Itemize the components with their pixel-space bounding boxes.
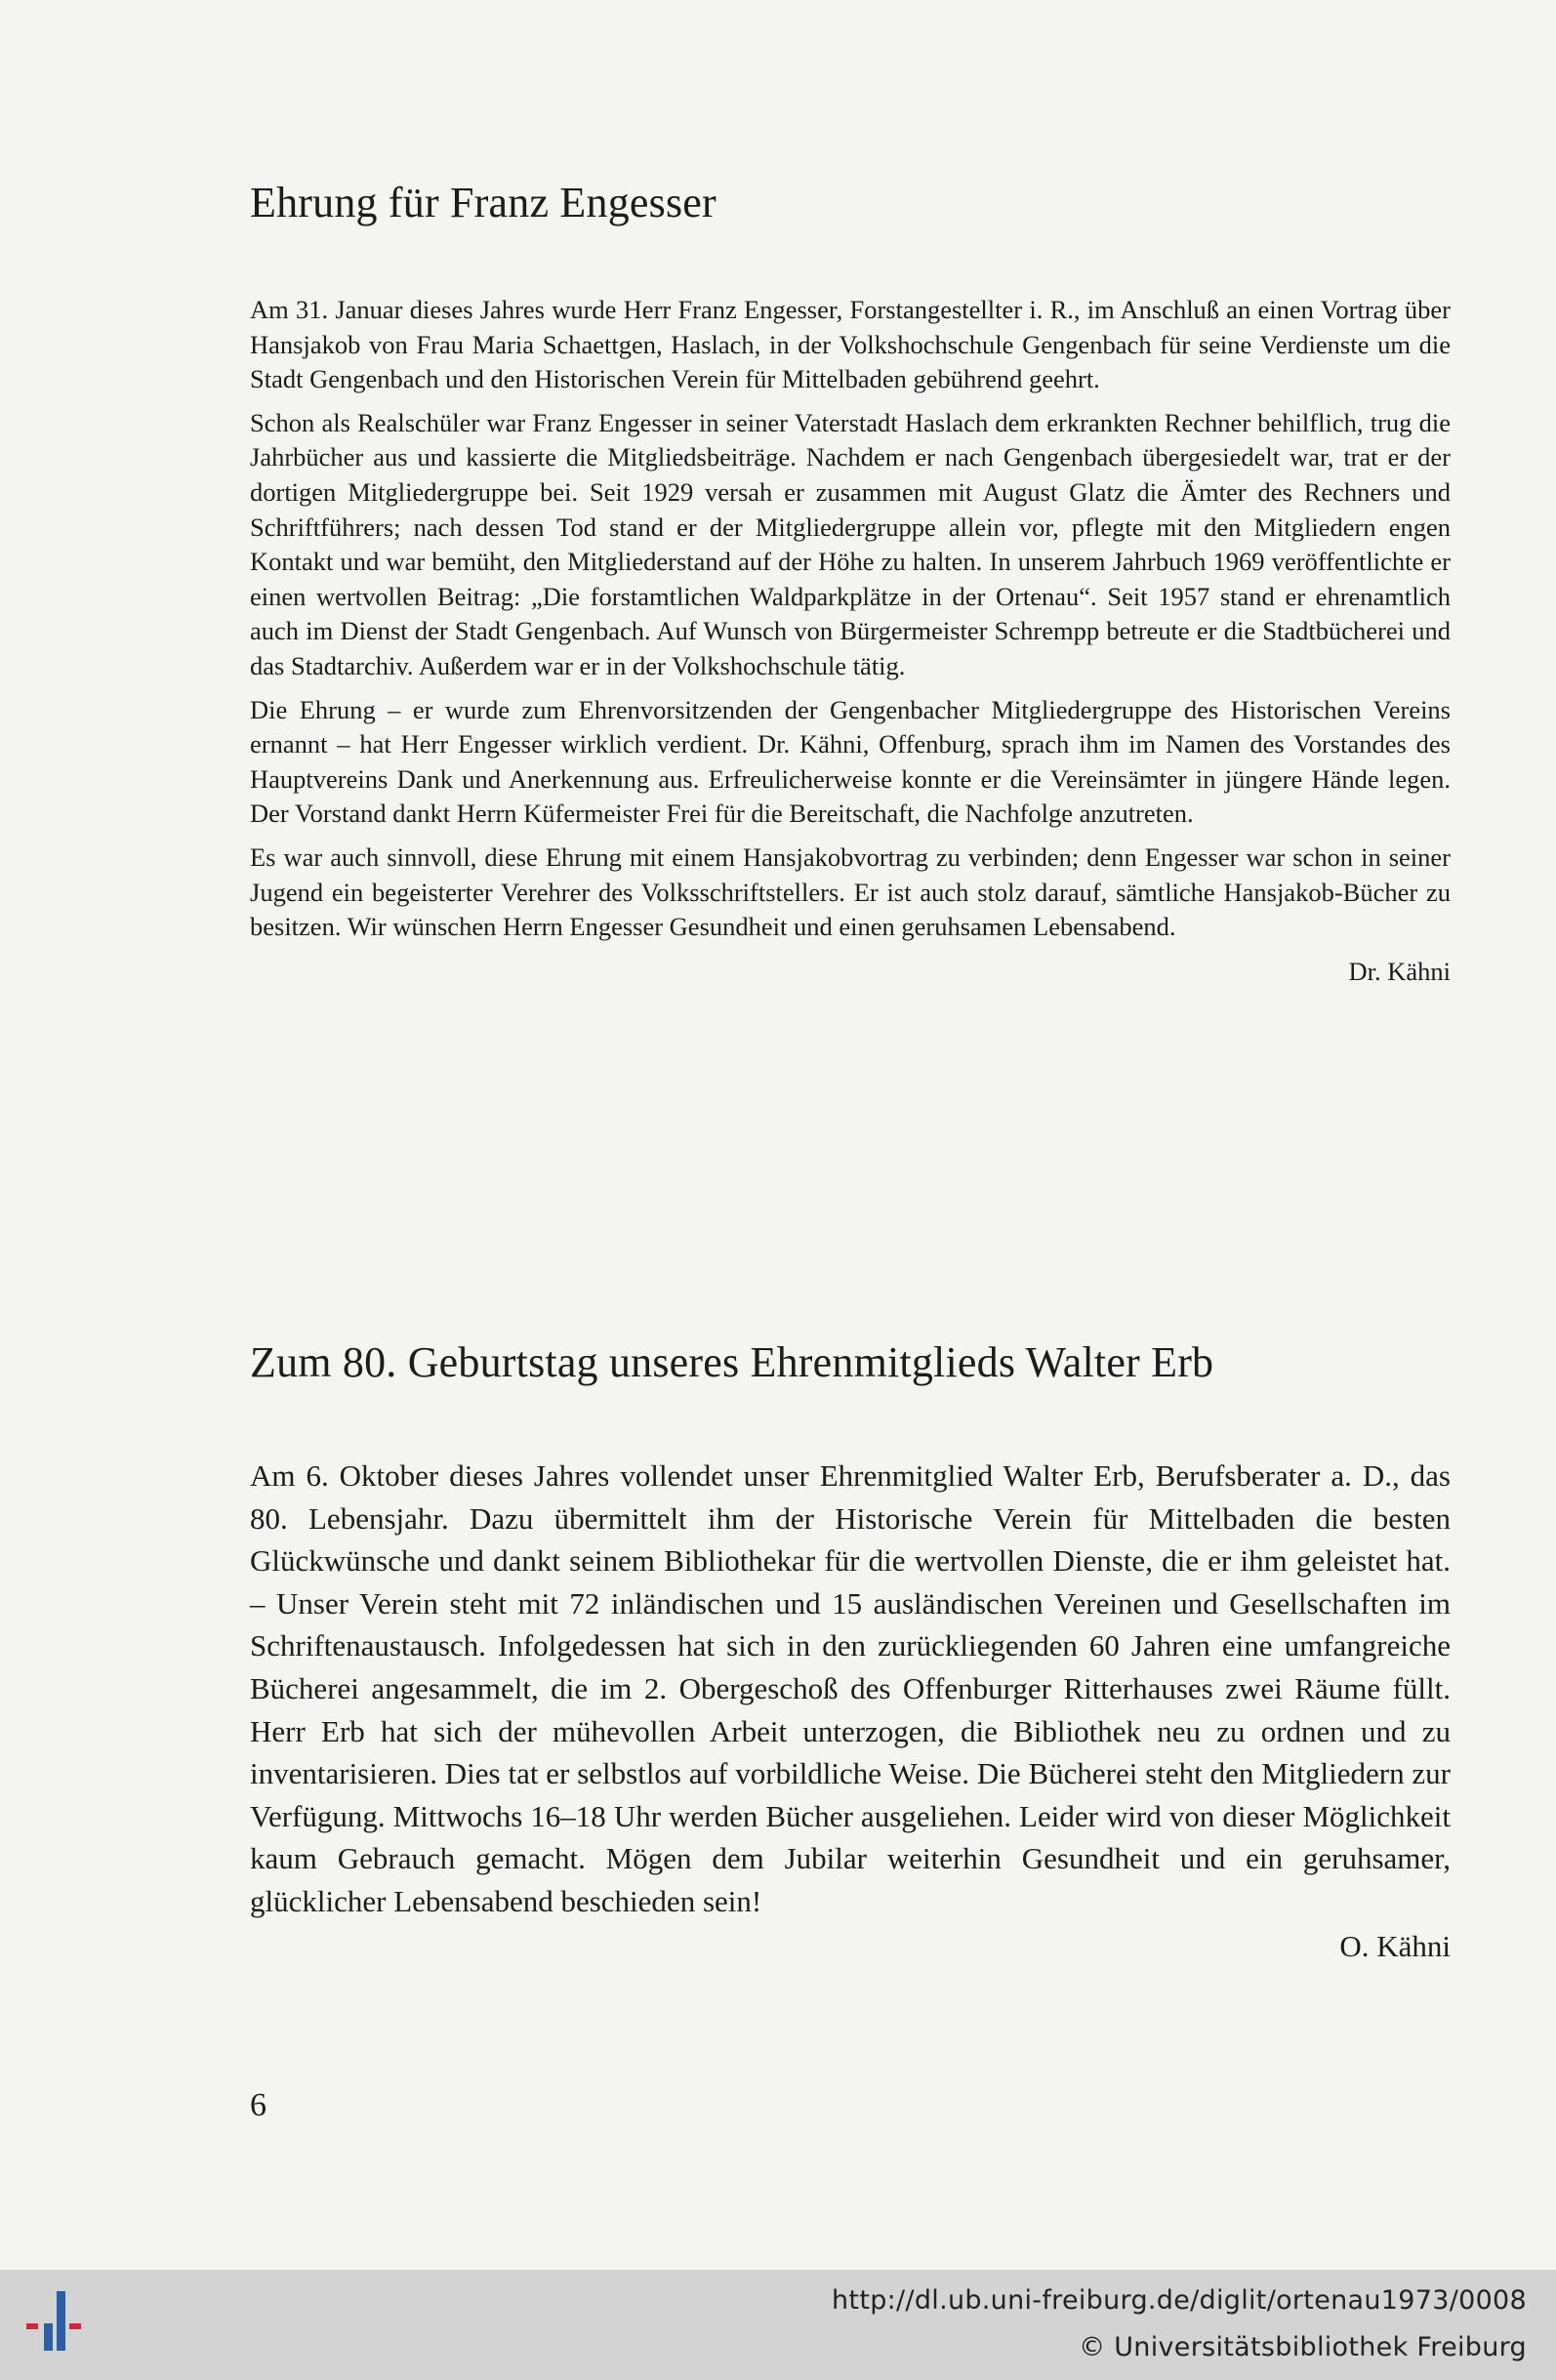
copyright-notice: © Universitätsbibliothek Freiburg xyxy=(1079,2332,1527,2362)
paragraph: Die Ehrung – er wurde zum Ehrenvorsitzenden der Gengenbacher Mitgliedergruppe des Historischen Vereins ernannt – hat Herr Engesser wirklich verdient. Dr. Kähni, Offenburg, sprach ihm im Namen des Vorstandes des Hauptvereins Dank und Anerkennung aus. Erfreulicherweise konnte er die Vereinsämter in jüngere Hände legen. Der Vorstand dankt Herrn Küfermeister Frei für die Bereitschaft, die Nachfolge anzutreten. xyxy=(250,694,1451,829)
paragraph: Am 6. Oktober dieses Jahres vollendet unser Ehrenmitglied Walter Erb, Berufsberater a. D., das 80. Lebensjahr. Dazu übermittelt ihm der Historische Verein für Mittelbaden die besten Glückwünsche und dankt seinem Bibliothekar für die wertvollen Dienste, die er ihm geleistet hat. – Unser Verein steht mit 72 inländischen und 15 ausländischen Vereinen und Gesellschaften im Schriftenaustausch. Infolgedessen hat sich in den zurückliegenden 60 Jahren eine umfangreiche Bücherei angesammelt, die im 2. Obergeschoß des Offenburger Ritterhauses zwei Räume füllt. Herr Erb hat sich der mühevollen Arbeit unterzogen, die Bibliothek neu zu ordnen und zu inventarisieren. Dies tat er selbstlos auf vorbildliche Weise. Die Bücherei steht den Mitgliedern zur Verfügung. Mittwochs 16–18 Uhr werden Bücher ausgeliehen. Leider wird von dieser Möglichkeit kaum Gebrauch gemacht. Mögen dem Jubilar weiterhin Gesundheit und ein geruhsamer, glücklicher Lebensabend beschieden sein! xyxy=(250,1458,1451,1918)
paragraph: Schon als Realschüler war Franz Engesser in seiner Vaterstadt Haslach dem erkrankten Rechner behilflich, trug die Jahrbücher aus und kassierte die Mitgliedsbeiträge. Nachdem er nach Gengenbach übergesiedelt war, trat er der dortigen Mitgliedergruppe bei. Seit 1929 versah er zusammen mit August Glatz die Ämter des Rechners und Schriftführers; nach dessen Tod stand er der Mitgliedergruppe allein vor, pflegte mit den Mitgliedern engen Kontakt und war bemüht, den Mitgliederstand auf der Höhe zu halten. In unserem Jahrbuch 1969 veröffentlichte er einen wertvollen Beitrag: „Die forstamtlichen Waldparkplätze in der Ortenau“. Seit 1957 stand er ehrenamtlich auch im Dienst der Stadt Gengenbach. Auf Wunsch von Bürgermeister Schrempp betreute er die Stadtbücherei und das Stadtarchiv. Außerdem war er in der Volkshochschule tätig. xyxy=(250,407,1451,680)
source-url-link[interactable]: http://dl.ub.uni-freiburg.de/diglit/ortenau1973/0008 xyxy=(832,2285,1527,2316)
page-number: 6 xyxy=(250,2087,266,2123)
paragraph: Am 31. Januar dieses Jahres wurde Herr Franz Engesser, Forstangestellter i. R., im Anschluß an einen Vortrag über Hansjakob von Frau Maria Schaettgen, Haslach, in der Volkshochschule Gengenbach für seine Verdienste um die Stadt Gengenbach und den Historischen Verein für Mittelbaden gebührend geehrt. xyxy=(250,295,1451,394)
article-body xyxy=(250,293,1451,989)
article-title: Ehrung für Franz Engesser xyxy=(250,179,717,226)
article-body xyxy=(250,1455,1451,1968)
footer-bar xyxy=(0,2270,1556,2380)
article-title: Zum 80. Geburtstag unseres Ehrenmitglieds Walter Erb xyxy=(250,1338,1214,1386)
author-signature: Dr. Kähni xyxy=(1348,956,1451,986)
author-signature: O. Kähni xyxy=(1339,1928,1451,1963)
paragraph: Es war auch sinnvoll, diese Ehrung mit einem Hansjakobvortrag zu verbinden; denn Engesser war schon in seiner Jugend ein begeisterter Verehrer des Volksschriftstellers. Er ist auch stolz darauf, sämtliche Hansjakob-Bücher zu besitzen. Wir wünschen Herrn Engesser Gesundheit und einen geruhsamen Lebensabend. xyxy=(250,841,1451,942)
ub-freiburg-logo-icon xyxy=(20,2281,107,2369)
